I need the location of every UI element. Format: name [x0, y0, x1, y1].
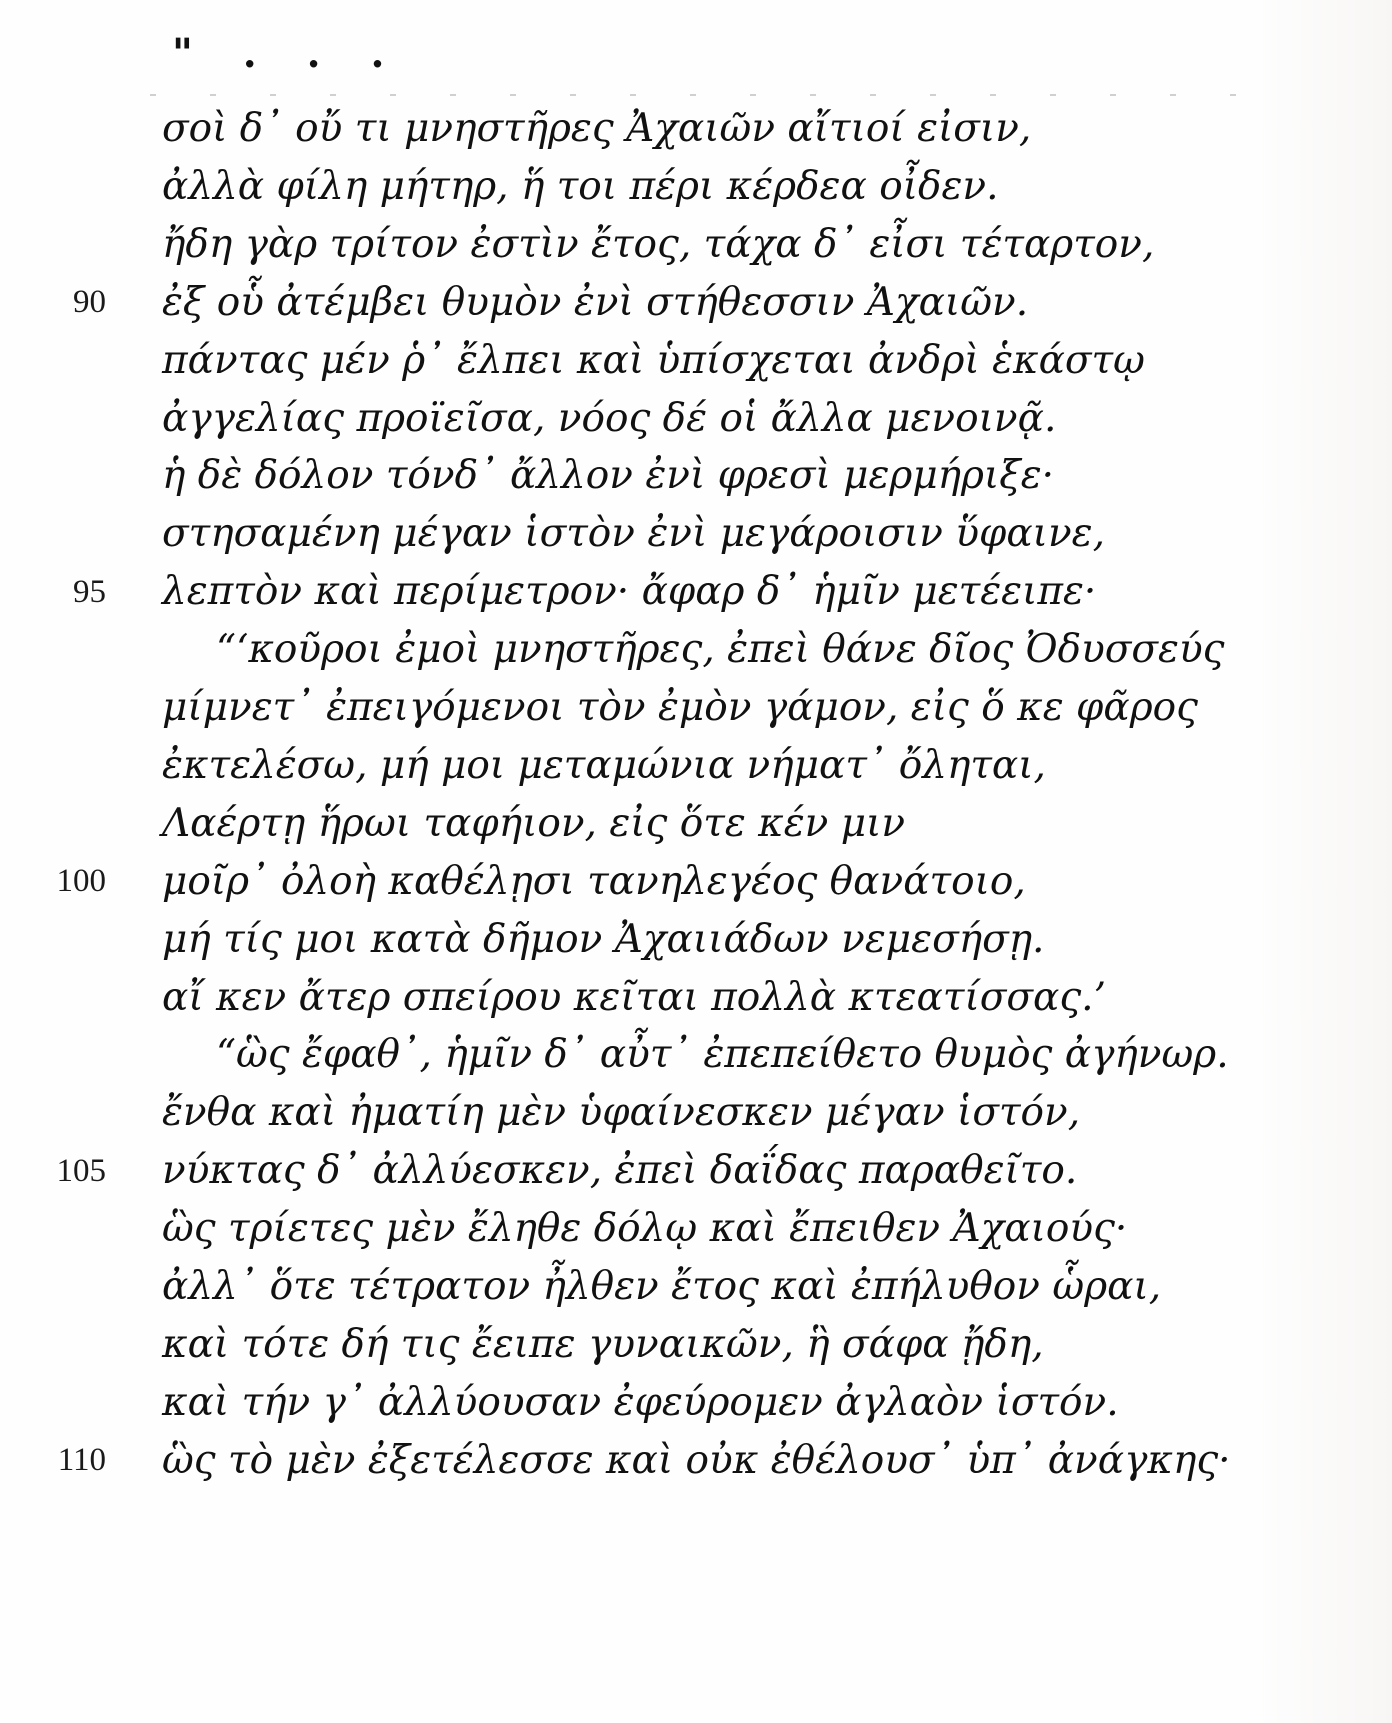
verse-line: [0, 1082, 1392, 1144]
verse-text: Λαέρτῃ ἥρωι ταφήιον, εἰς ὅτε κέν μιν: [162, 800, 906, 846]
verse-line: [0, 98, 1392, 160]
verse-text: “ὣς ἔφαθ᾽, ἡμῖν δ᾽ αὖτ᾽ ἐπεπείθετο θυμὸς ἀγήνωρ.: [216, 1032, 1229, 1078]
omission-mark: " . . .: [172, 30, 403, 77]
verse-text: “‘κοῦροι ἐμοὶ μνηστῆρες, ἐπεὶ θάνε δῖος Ὀδυσσεύς: [216, 627, 1225, 673]
verse-text: ἀγγελίας προϊεῖσα, νόος δέ οἱ ἄλλα μενοινᾷ.: [162, 395, 1057, 441]
verse-text: λεπτὸν καὶ περίμετρον· ἄφαρ δ᾽ ἡμῖν μετέειπε·: [162, 569, 1097, 615]
verse-text: πάντας μέν ῥ᾽ ἔλπει καὶ ὑπίσχεται ἀνδρὶ ἑκάστῳ: [162, 337, 1145, 383]
verse-text: μοῖρ᾽ ὀλοὴ καθέλῃσι τανηλεγέος θανάτοιο,: [162, 858, 1026, 904]
verse-text: ἡ δὲ δόλον τόνδ᾽ ἄλλον ἐνὶ φρεσὶ μερμήριξε·: [162, 453, 1055, 499]
verse-line: [0, 388, 1392, 450]
line-number: 100: [56, 863, 106, 900]
verse-line: [0, 156, 1392, 218]
verse-text: μή τίς μοι κατὰ δῆμον Ἀχαιιάδων νεμεσήσῃ.: [162, 916, 1045, 962]
verse-text: ἀλλὰ φίλη μήτηρ, ἥ τοι πέρι κέρδεα οἶδεν.: [162, 163, 999, 209]
verse-text: καὶ τότε δή τις ἔειπε γυναικῶν, ἣ σάφα ᾔδη,: [162, 1321, 1044, 1367]
verse-line: [0, 1256, 1392, 1318]
line-number: 90: [73, 284, 106, 321]
verse-text: ἐκτελέσω, μή μοι μεταμώνια νήματ᾽ ὄληται,: [162, 742, 1046, 788]
verse-text: μίμνετ᾽ ἐπειγόμενοι τὸν ἐμὸν γάμον, εἰς ὅ κε φᾶρος: [162, 685, 1198, 730]
verse-line: [0, 677, 1392, 739]
verse-line: [0, 909, 1392, 971]
verse-text: νύκτας δ᾽ ἀλλύεσκεν, ἐπεὶ δαΐδας παραθεῖτο.: [162, 1148, 1078, 1194]
line-number: 110: [57, 1442, 106, 1479]
verse-line: [0, 793, 1392, 855]
verse-text: σοὶ δ᾽ οὔ τι μνηστῆρες Ἀχαιῶν αἴτιοί εἰσιν,: [162, 106, 1032, 151]
verse-line: [0, 503, 1392, 565]
verse-line: [0, 735, 1392, 797]
verse-text: ὣς τρίετες μὲν ἔληθε δόλῳ καὶ ἔπειθεν Ἀχαιούς·: [162, 1206, 1128, 1252]
verse-line: [0, 1314, 1392, 1376]
verse-line: [0, 1024, 1392, 1086]
verse-line: [0, 851, 1392, 913]
verse-line: [0, 1372, 1392, 1434]
verse-line: [0, 1198, 1392, 1260]
line-number: 95: [73, 573, 106, 610]
verse-text: καὶ τήν γ᾽ ἀλλύουσαν ἐφεύρομεν ἀγλαὸν ἱστόν.: [162, 1379, 1119, 1425]
verse-line: [0, 1430, 1392, 1492]
verse-line: [0, 330, 1392, 392]
verse-line: [0, 561, 1392, 623]
verse-text: στησαμένη μέγαν ἱστὸν ἐνὶ μεγάροισιν ὕφαινε,: [162, 511, 1106, 557]
verse-line: [0, 1140, 1392, 1202]
verse-line: [0, 272, 1392, 334]
verse-text: ὣς τὸ μὲν ἐξετέλεσσε καὶ οὐκ ἐθέλουσ᾽ ὑπ᾽ ἀνάγκης·: [162, 1437, 1231, 1483]
verse-line: [0, 214, 1392, 276]
verse-line: [0, 967, 1392, 1029]
verse-text: ἔνθα καὶ ἠματίη μὲν ὑφαίνεσκεν μέγαν ἱστόν,: [162, 1090, 1081, 1136]
verse-text: αἴ κεν ἄτερ σπείρου κεῖται πολλὰ κτεατίσσας.’: [162, 974, 1106, 1020]
verse-text: ἐξ οὗ ἀτέμβει θυμὸν ἐνὶ στήθεσσιν Ἀχαιῶν.: [162, 279, 1029, 325]
verse-line: [0, 619, 1392, 681]
verse-text: ἤδη γὰρ τρίτον ἐστὶν ἔτος, τάχα δ᾽ εἶσι τέταρτον,: [162, 221, 1155, 267]
line-number: 105: [56, 1152, 106, 1189]
cut-line: [150, 94, 1242, 96]
verse-line: [0, 445, 1392, 507]
verse-text: ἀλλ᾽ ὅτε τέτρατον ἦλθεν ἔτος καὶ ἐπήλυθον ὧραι,: [162, 1264, 1162, 1309]
